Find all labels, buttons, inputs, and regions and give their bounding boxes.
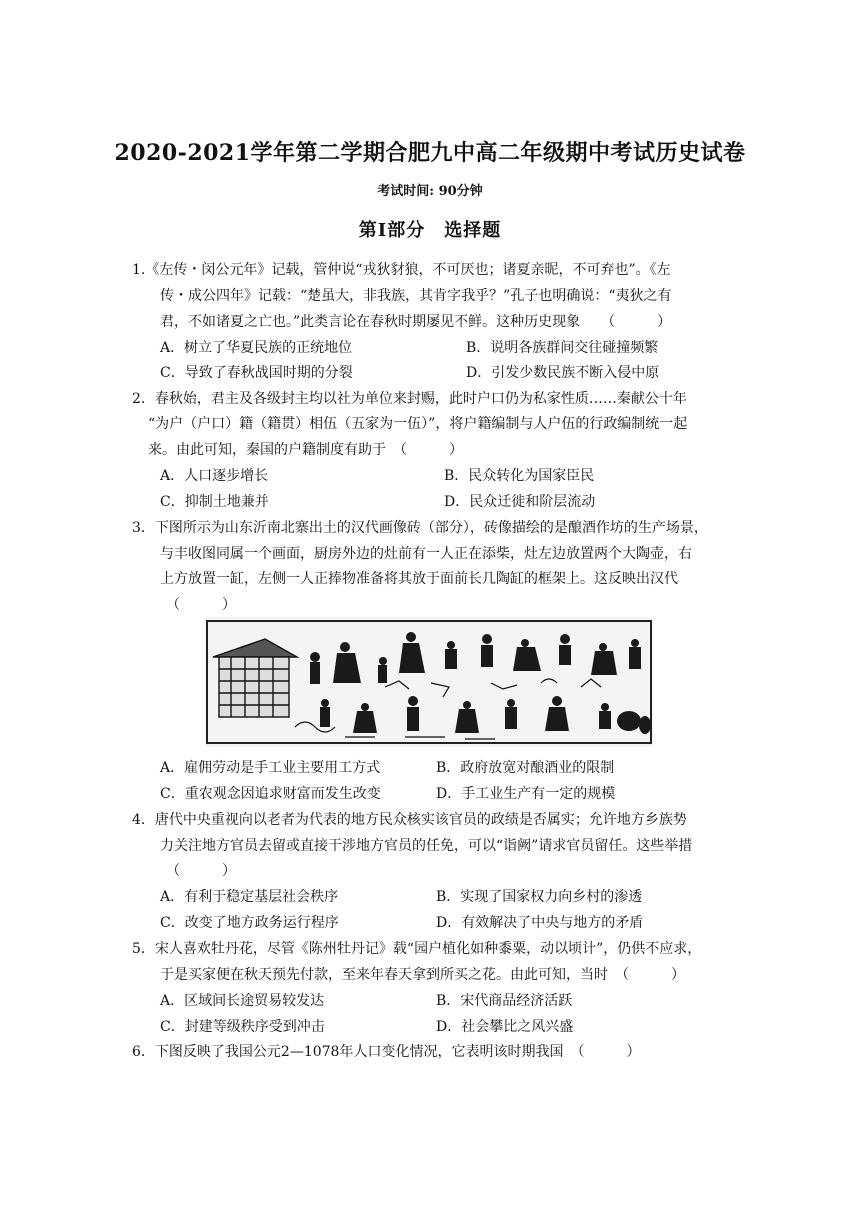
question-text-line: 6．下图反映了我国公元2—1078年人口变化情况，它表明该时期我国 （ ） xyxy=(132,1044,641,1060)
option-d: D．有效解决了中央与地方的矛盾 xyxy=(436,915,644,931)
option-a: A．区域间长途贸易较发达 xyxy=(160,993,325,1009)
option-b: B．宋代商品经济活跃 xyxy=(436,993,573,1009)
option-c: C．重农观念因追求财富而发生改变 xyxy=(160,786,381,802)
option-a: A．树立了华夏民族的正统地位 xyxy=(160,340,353,356)
question-text-line: 与丰收图同属一个画面，厨房外边的灶前有一人正在添柴，灶左边放置两个大陶壶，右 xyxy=(160,546,692,562)
answer-blank: （ ） xyxy=(166,597,236,613)
answer-blank: （ ） xyxy=(166,863,236,879)
option-c: C．封建等级秩序受到冲击 xyxy=(160,1019,325,1035)
question-text-line: 4．唐代中央重视向以老者为代表的地方民众核实该官员的政绩是否属实；允许地方乡族势 xyxy=(132,812,687,828)
question-text-line: 来。由此可知，秦国的户籍制度有助于 （ ） xyxy=(148,442,463,458)
option-b: B．政府放宽对酿酒业的限制 xyxy=(436,760,615,776)
han-brick-relief-image xyxy=(205,617,653,747)
question-text-line: 5．宋人喜欢牡丹花，尽管《陈州牡丹记》载“园户植化如种黍粟，动以顷计”，仍供不应求， xyxy=(132,941,702,957)
question-text-line: 3．下图所示为山东沂南北寨出土的汉代画像砖（部分），砖像描绘的是酿酒作坊的生产场景， xyxy=(132,520,708,536)
option-b: B．说明各族群间交往碰撞频繁 xyxy=(466,340,659,356)
question-text-line: 1.《左传・闵公元年》记载，管仲说“戎狄豺狼，不可厌也；诸夏亲昵，不可弃也”。《左 xyxy=(132,262,671,278)
option-d: D．引发少数民族不断入侵中原 xyxy=(466,365,660,381)
option-a: A．人口逐步增长 xyxy=(160,468,269,484)
exam-title: 2020-2021学年第二学期合肥九中高二年级期中考试历史试卷 xyxy=(114,140,746,166)
option-c: C．导致了春秋战国时期的分裂 xyxy=(160,365,353,381)
section-heading: 第Ⅰ部分 选择题 xyxy=(358,220,502,241)
option-d: D．社会攀比之风兴盛 xyxy=(436,1019,574,1035)
exam-duration: 考试时间: 90分钟 xyxy=(377,184,483,199)
option-c: C．抑制土地兼并 xyxy=(160,494,269,510)
option-a: A．雇佣劳动是手工业主要用工方式 xyxy=(160,760,381,776)
question-text-line: 君，不如诸夏之亡也。”此类言论在春秋时期屡见不鲜。这种历史现象 （ ） xyxy=(160,314,672,330)
question-text-line: 2．春秋始，君主及各级封主均以社为单位来封赐，此时户口仍为私家性质……秦献公十年 xyxy=(132,391,687,407)
option-a: A．有利于稳定基层社会秩序 xyxy=(160,889,339,905)
question-text-line: 传・成公四年》记载：“楚虽大，非我族，其肯字我乎？”孔子也明确说：“夷狄之有 xyxy=(160,288,672,304)
question-text-line: 力关注地方官员去留或直接干涉地方官员的任免，可以“诣阙”请求官员留任。这些举措 xyxy=(160,838,693,854)
option-b: B．民众转化为国家臣民 xyxy=(444,468,595,484)
option-d: D．民众迁徙和阶层流动 xyxy=(444,494,596,510)
question-text-line: “为户（户口）籍（籍贯）相伍（五家为一伍）”，将户籍编制与人户伍的行政编制统一起 xyxy=(148,416,688,432)
option-d: D．手工业生产有一定的规模 xyxy=(436,786,616,802)
question-text-line: 于是买家便在秋天预先付款，至来年春天拿到所买之花。由此可知，当时 （ ） xyxy=(160,967,685,983)
option-b: B．实现了国家权力向乡村的渗透 xyxy=(436,889,643,905)
option-c: C．改变了地方政务运行程序 xyxy=(160,915,339,931)
question-text-line: 上方放置一缸，左侧一人正捧物准备将其放于面前长几陶缸的框架上。这反映出汉代 xyxy=(160,571,678,587)
